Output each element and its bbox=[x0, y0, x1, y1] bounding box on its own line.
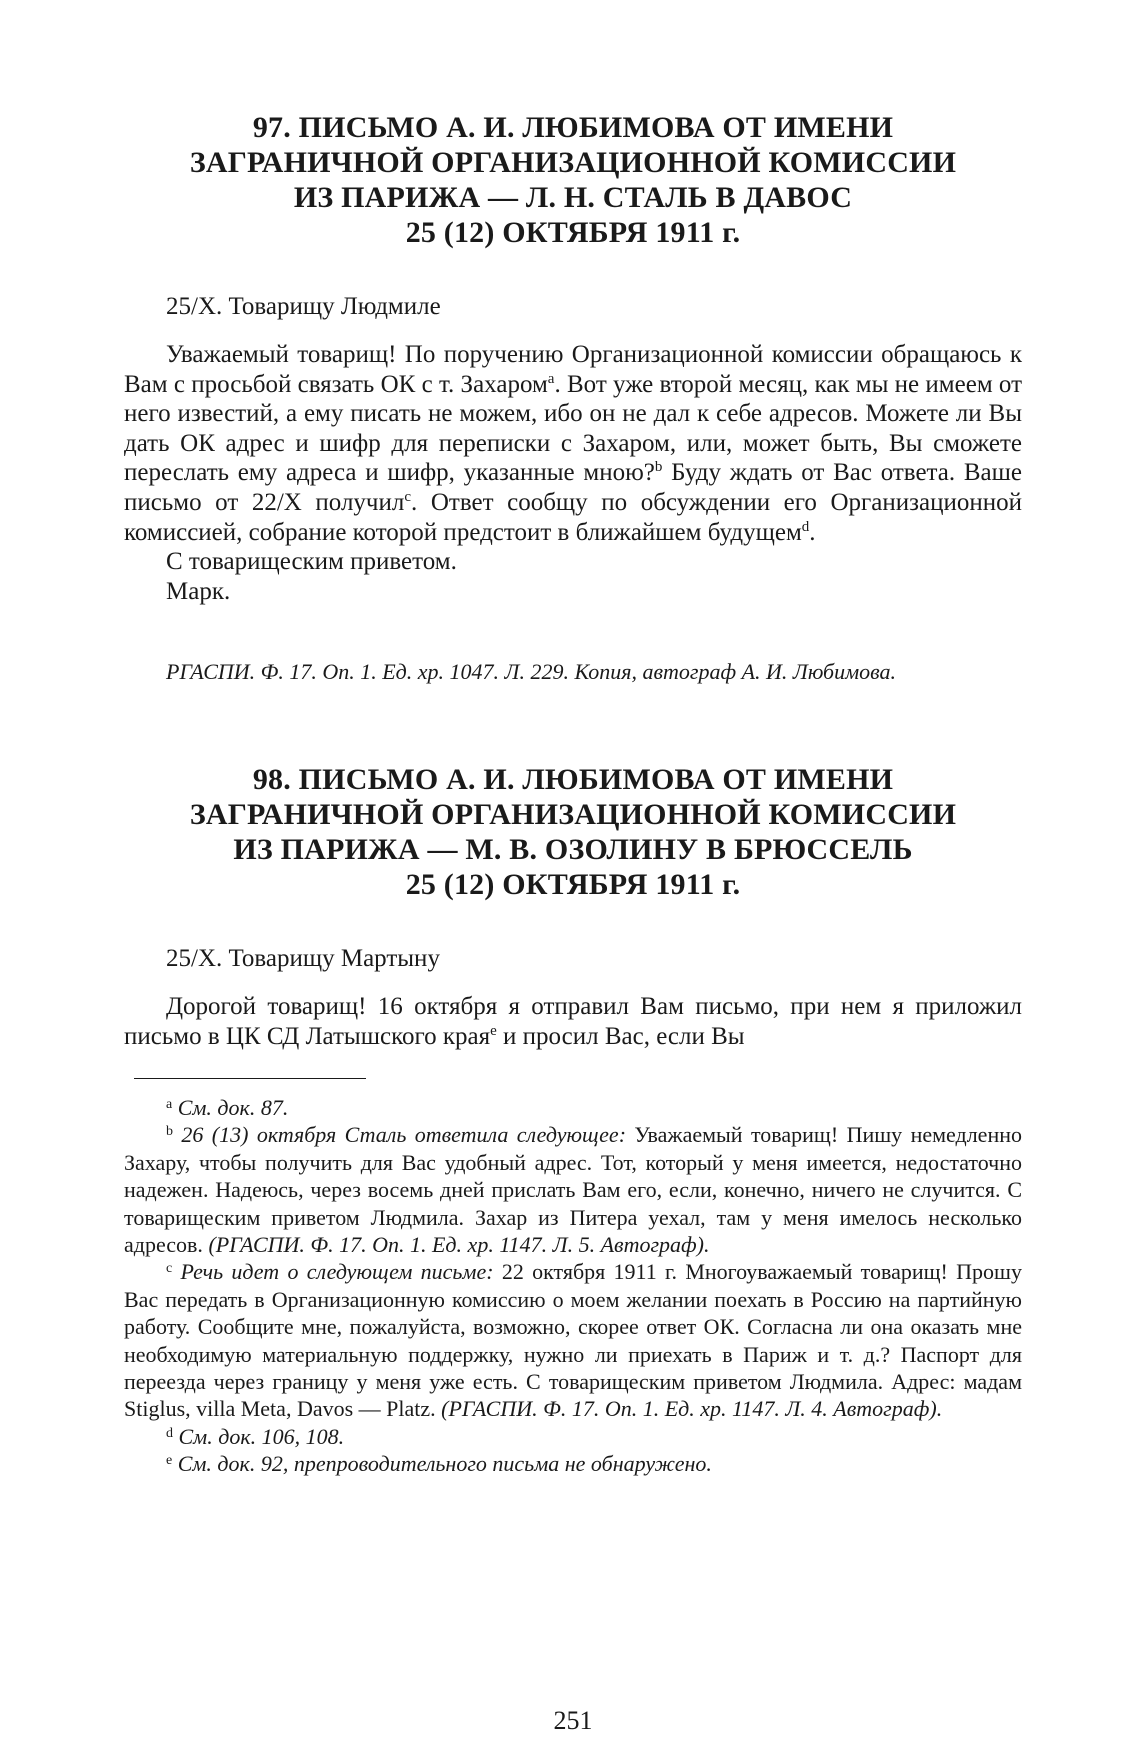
footnote-mark: b bbox=[654, 459, 663, 476]
doc98-paragraph bbox=[124, 992, 1022, 1051]
footnote-b bbox=[124, 1121, 1022, 1258]
footnote-mark: a bbox=[547, 370, 555, 387]
footnote-source: (РГАСПИ. Ф. 17. Оп. 1. Ед. хр. 1147. Л. 4. Автограф). bbox=[441, 1396, 943, 1422]
footnote-text: 22 октября 1911 г. Многоуважаемый товарищ! Прошу Вас передать в Организационную комиссию о моем желании поехать в Россию на партийную работу. Сообщите мне, пожалуйста, возможно, скорее ответ ОК. Согласна ли она оказать мне необходимую материальную поддержку, нужно ли приехать в Париж и т. д.? Паспорт для переезда через границу у меня уже есть. С товарищеским приветом Людмила. Адрес: мадам Stiglus, villa Meta, Davos — Platz. bbox=[124, 1259, 1022, 1422]
footnote-mark: a bbox=[166, 1097, 173, 1112]
footnote-mark: c bbox=[404, 488, 412, 505]
footnote-divider bbox=[134, 1078, 366, 1079]
doc97-letter bbox=[124, 340, 1022, 606]
doc98-title-line: 25 (12) ОКТЯБРЯ 1911 г. bbox=[405, 868, 741, 901]
footnote-text: См. док. 87. bbox=[177, 1095, 289, 1120]
footnote-e bbox=[124, 1450, 1022, 1477]
doc97-title-line: 25 (12) ОКТЯБРЯ 1911 г. bbox=[405, 216, 741, 249]
doc98-title bbox=[124, 762, 1022, 902]
doc97-title-line: ИЗ ПАРИЖА — Л. Н. СТАЛЬ В ДАВОС bbox=[293, 181, 853, 214]
footnote-c bbox=[124, 1258, 1022, 1422]
footnote-text: Уважаемый товарищ! Пишу немедленно Захару, чтобы получить для Вас удобный адрес. Тот, который у меня имеется, недостаточно надежен. Надеюсь, через восемь дней прислать Вам его, если, конечно, ничего не случится. С товарищеским приветом Людмила. Захар из Питера уехал, там у меня имелось несколько адресов. bbox=[124, 1122, 1022, 1258]
closing: С товарищеским приветом. bbox=[166, 548, 457, 576]
text-run: Буду ждать от Вас ответа. Ваше письмо от 22/X получил bbox=[124, 459, 1022, 516]
footnote-mark: e bbox=[166, 1453, 173, 1469]
text-run: Дорогой товарищ! 16 октября я отправил Вам письмо, при нем я приложил письмо в ЦК СД Латышского края bbox=[124, 993, 1022, 1050]
doc97-address: 25/X. Товарищу Людмиле bbox=[166, 293, 441, 320]
footnote-lead: Речь идет о следующем письме: bbox=[180, 1259, 494, 1285]
doc98-address: 25/X. Товарищу Мартыну bbox=[166, 945, 440, 972]
footnote-a bbox=[124, 1094, 1022, 1121]
text-run: . Вот уже второй месяц, как мы не имеем от него известий, а ему писать не можем, ибо он не дал к себе адресов. Можете ли Вы дать ОК адрес и шифр для переписки с Захаром, или, может быть, Вы сможете переслать ему адреса и шифр, указанные мною? bbox=[124, 370, 1023, 487]
doc98-title-line: ЗАГРАНИЧНОЙ ОРГАНИЗАЦИОННОЙ КОМИССИИ bbox=[189, 798, 957, 831]
doc97-title bbox=[124, 110, 1022, 250]
doc97-paragraph bbox=[124, 340, 1022, 547]
text-run: и просил Вас, если Вы bbox=[496, 1022, 745, 1050]
doc98-title-line: ИЗ ПАРИЖА — М. В. ОЗОЛИНУ В БРЮССЕЛЬ bbox=[233, 833, 913, 866]
text-run: . Ответ сообщу по обсуждении его Организационной комиссией, собрание которой предстоит в ближайшем будущем bbox=[124, 488, 1022, 546]
doc98-title-line: 98. ПИСЬМО А. И. ЛЮБИМОВА ОТ ИМЕНИ bbox=[252, 763, 894, 796]
footnotes bbox=[124, 1094, 1022, 1478]
signature: Марк. bbox=[166, 577, 231, 605]
page-number: 251 bbox=[553, 1706, 593, 1735]
footnote-mark: d bbox=[166, 1425, 173, 1441]
text-run: Уважаемый товарищ! По поручению Организационной комиссии обращаюсь к Вам с просьбой связать ОК с т. Захаром bbox=[124, 341, 1022, 398]
footnote-mark: c bbox=[166, 1261, 173, 1277]
footnote-text: См. док. 106, 108. bbox=[178, 1423, 345, 1449]
footnote-text: См. док. 92, препроводительного письма не обнаружено. bbox=[177, 1451, 712, 1477]
footnote-source: (РГАСПИ. Ф. 17. Оп. 1. Ед. хр. 1147. Л. 5. Автограф). bbox=[208, 1232, 710, 1258]
footnote-d bbox=[124, 1423, 1022, 1450]
text-run: . bbox=[809, 518, 816, 546]
footnote-mark: b bbox=[166, 1124, 173, 1140]
doc97-title-line: 97. ПИСЬМО А. И. ЛЮБИМОВА ОТ ИМЕНИ bbox=[252, 111, 894, 144]
footnote-mark: d bbox=[801, 518, 810, 535]
footnote-lead: 26 (13) октября Сталь ответила следующее: bbox=[181, 1122, 627, 1148]
doc97-title-line: ЗАГРАНИЧНОЙ ОРГАНИЗАЦИОННОЙ КОМИССИИ bbox=[189, 146, 957, 179]
footnote-mark: e bbox=[490, 1022, 497, 1039]
doc98-letter bbox=[124, 992, 1022, 1051]
doc97-source: РГАСПИ. Ф. 17. Оп. 1. Ед. хр. 1047. Л. 229. Копия, автограф А. И. Любимова. bbox=[166, 659, 897, 684]
